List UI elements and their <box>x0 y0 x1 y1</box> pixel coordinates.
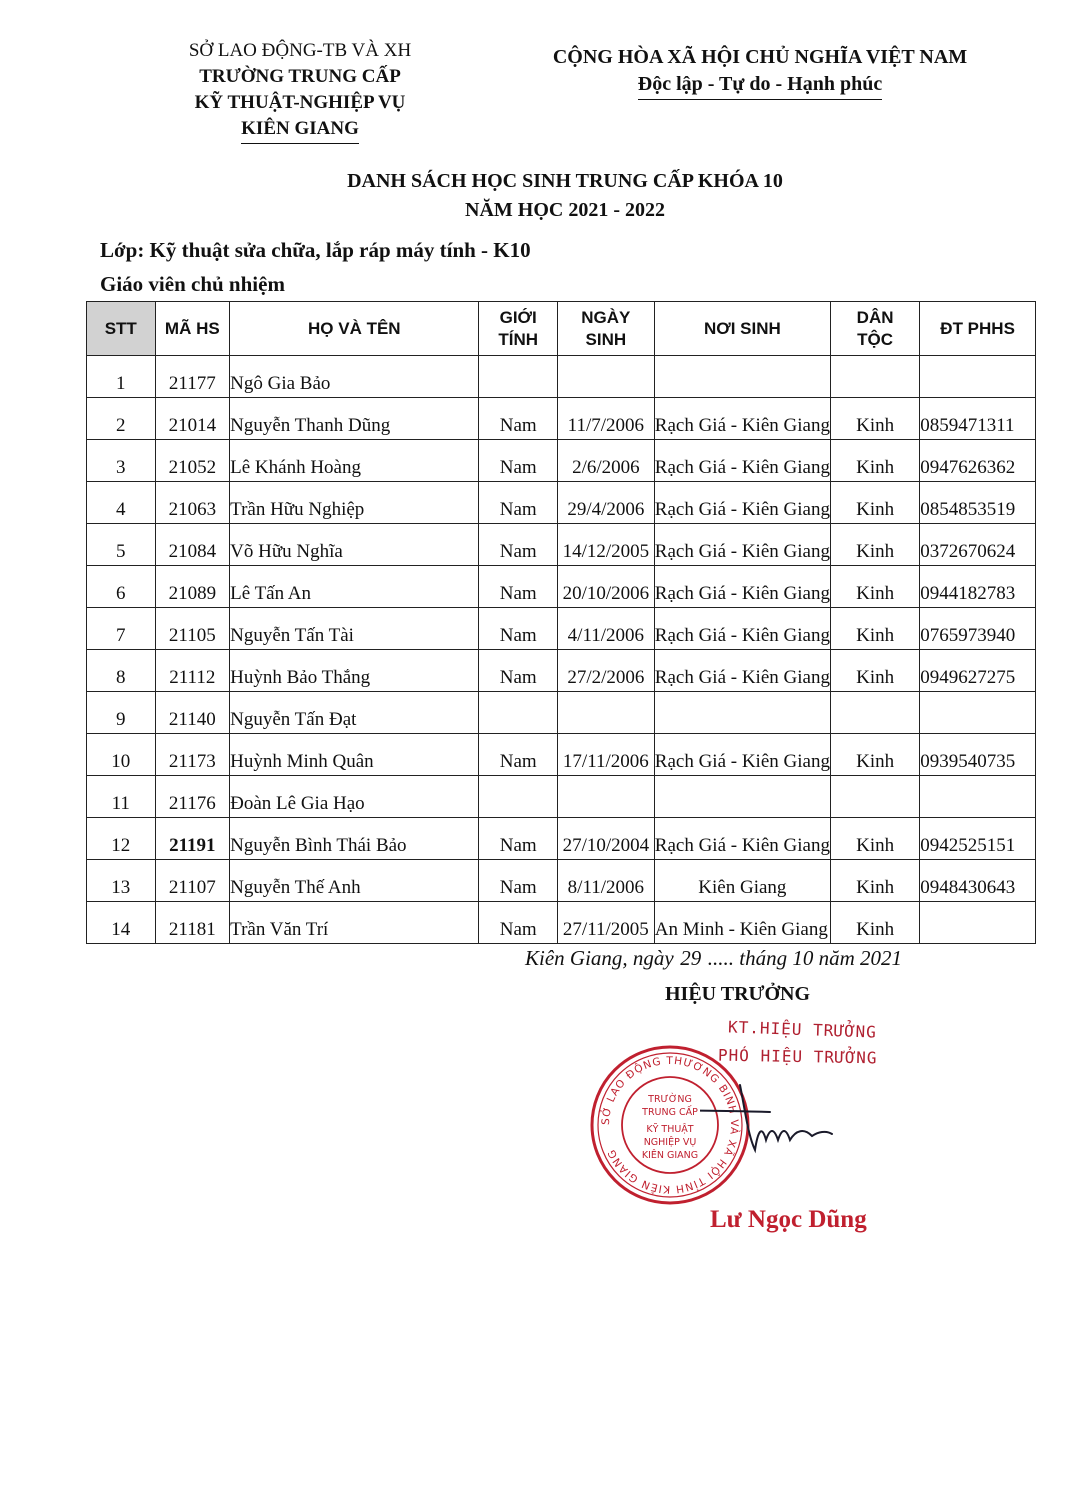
cell-ngay-sinh: 17/11/2006 <box>557 734 654 776</box>
cell-noi-sinh <box>654 692 830 734</box>
cell-dt-phhs <box>920 776 1036 818</box>
national-motto <box>505 44 1015 100</box>
table-row <box>87 902 1036 944</box>
table-row <box>87 776 1036 818</box>
cell-gioi-tinh: Nam <box>479 524 557 566</box>
cell-ngay-sinh <box>557 356 654 398</box>
cell-ma-hs: 21176 <box>155 776 230 818</box>
cell-ngay-sinh: 2/6/2006 <box>557 440 654 482</box>
cell-ngay-sinh: 20/10/2006 <box>557 566 654 608</box>
cell-ho-ten: Nguyễn Thế Anh <box>230 860 479 902</box>
cell-noi-sinh <box>654 776 830 818</box>
cell-stt: 4 <box>87 482 156 524</box>
cell-dan-toc: Kinh <box>830 524 919 566</box>
cell-dan-toc: Kinh <box>830 482 919 524</box>
cell-gioi-tinh: Nam <box>479 902 557 944</box>
cell-ma-hs: 21107 <box>155 860 230 902</box>
header-gioi-tinh-1: GIỚI <box>499 307 537 327</box>
cell-ma-hs: 21105 <box>155 608 230 650</box>
cell-ho-ten: Nguyễn Thanh Dũng <box>230 398 479 440</box>
header-dt-phhs: ĐT PHHS <box>920 302 1036 356</box>
cell-ma-hs: 21112 <box>155 650 230 692</box>
cell-dt-phhs <box>920 902 1036 944</box>
signature-stroke <box>700 1085 832 1150</box>
cell-noi-sinh: Rạch Giá - Kiên Giang <box>654 440 830 482</box>
cell-ho-ten: Ngô Gia Bảo <box>230 356 479 398</box>
cell-gioi-tinh: Nam <box>479 566 557 608</box>
table-row <box>87 818 1036 860</box>
stamp-inner-text-4: NGHIỆP VỤ <box>643 1137 697 1148</box>
cell-ma-hs: 21140 <box>155 692 230 734</box>
table-row <box>87 524 1036 566</box>
table-row <box>87 440 1036 482</box>
header-ho-ten: HỌ VÀ TÊN <box>230 302 479 356</box>
cell-stt: 14 <box>87 902 156 944</box>
cell-noi-sinh: Rạch Giá - Kiên Giang <box>654 650 830 692</box>
cell-ngay-sinh: 11/7/2006 <box>557 398 654 440</box>
header-dan-toc-2: TỘC <box>857 329 894 349</box>
student-table <box>86 301 1036 944</box>
cell-dt-phhs: 0944182783 <box>920 566 1036 608</box>
school-year: NĂM HỌC 2021 - 2022 <box>465 199 665 221</box>
issuing-agency <box>150 38 450 144</box>
cell-ho-ten: Võ Hữu Nghĩa <box>230 524 479 566</box>
cell-stt: 1 <box>87 356 156 398</box>
cell-stt: 10 <box>87 734 156 776</box>
cell-stt: 5 <box>87 524 156 566</box>
cell-dan-toc: Kinh <box>830 734 919 776</box>
table-row <box>87 650 1036 692</box>
cell-noi-sinh: Rạch Giá - Kiên Giang <box>654 398 830 440</box>
cell-stt: 3 <box>87 440 156 482</box>
stamp-outer-textpath: SỞ LAO ĐỘNG THƯƠNG BINH VÀ XÃ HỘI TỈNH KIÊN GIANG <box>599 1054 741 1196</box>
stamp-inner-text-5: KIÊN GIANG <box>641 1150 699 1161</box>
cell-ma-hs: 21063 <box>155 482 230 524</box>
cell-ho-ten: Trần Hữu Nghiệp <box>230 482 479 524</box>
cell-stt: 9 <box>87 692 156 734</box>
table-header-row <box>87 302 1036 356</box>
cell-ho-ten: Nguyễn Tấn Đạt <box>230 692 479 734</box>
table-row <box>87 860 1036 902</box>
agency-line-1: SỞ LAO ĐỘNG-TB VÀ XH <box>188 40 412 61</box>
cell-ma-hs: 21173 <box>155 734 230 776</box>
cell-ho-ten: Nguyễn Bình Thái Bảo <box>230 818 479 860</box>
cell-dt-phhs: 0949627275 <box>920 650 1036 692</box>
table-row <box>87 356 1036 398</box>
cell-dan-toc: Kinh <box>830 860 919 902</box>
header-ngay-sinh-2: SINH <box>585 329 627 349</box>
motto: Độc lập - Tự do - Hạnh phúc <box>638 71 882 100</box>
cell-dan-toc: Kinh <box>830 398 919 440</box>
header-noi-sinh: NƠI SINH <box>654 302 830 356</box>
country-name: CỘNG HÒA XÃ HỘI CHỦ NGHĨA VIỆT NAM <box>552 46 968 68</box>
cell-stt: 8 <box>87 650 156 692</box>
cell-stt: 6 <box>87 566 156 608</box>
header-dan-toc-1: DÂN <box>856 307 894 327</box>
cell-noi-sinh: Rạch Giá - Kiên Giang <box>654 734 830 776</box>
cell-gioi-tinh: Nam <box>479 818 557 860</box>
table-row <box>87 398 1036 440</box>
cell-gioi-tinh: Nam <box>479 608 557 650</box>
deputy-line-1: KT.HIỆU TRƯỞNG <box>727 1017 878 1042</box>
signer-title: HIỆU TRƯỞNG <box>665 983 811 1005</box>
handwritten-signature <box>700 1080 840 1160</box>
cell-dan-toc: Kinh <box>830 608 919 650</box>
cell-ma-hs: 21191 <box>155 818 230 860</box>
cell-noi-sinh: Rạch Giá - Kiên Giang <box>654 482 830 524</box>
cell-dan-toc: Kinh <box>830 440 919 482</box>
agency-line-3: KỸ THUẬT-NGHIỆP VỤ <box>194 92 406 113</box>
cell-ngay-sinh: 29/4/2006 <box>557 482 654 524</box>
cell-noi-sinh: Rạch Giá - Kiên Giang <box>654 524 830 566</box>
cell-noi-sinh: Rạch Giá - Kiên Giang <box>654 608 830 650</box>
table-row <box>87 734 1036 776</box>
cell-dan-toc <box>830 692 919 734</box>
cell-ho-ten: Nguyễn Tấn Tài <box>230 608 479 650</box>
cell-gioi-tinh <box>479 692 557 734</box>
cell-dt-phhs <box>920 692 1036 734</box>
cell-ngay-sinh: 27/10/2004 <box>557 818 654 860</box>
cell-ho-ten: Đoàn Lê Gia Hạo <box>230 776 479 818</box>
header-ma-hs: MÃ HS <box>155 302 230 356</box>
cell-gioi-tinh <box>479 776 557 818</box>
date-day: 29 <box>680 946 702 970</box>
cell-dt-phhs: 0859471311 <box>920 398 1036 440</box>
cell-noi-sinh <box>654 356 830 398</box>
cell-ngay-sinh <box>557 776 654 818</box>
cell-dt-phhs <box>920 356 1036 398</box>
date-line <box>525 946 902 971</box>
stamp-inner-text-1: TRƯỜNG <box>648 1094 692 1105</box>
signer-name: Lư Ngọc Dũng <box>710 1206 867 1233</box>
cell-dt-phhs: 0942525151 <box>920 818 1036 860</box>
cell-stt: 12 <box>87 818 156 860</box>
stamp-inner-text-3: KỸ THUẬT <box>646 1124 694 1135</box>
cell-dt-phhs: 0947626362 <box>920 440 1036 482</box>
cell-noi-sinh: Rạch Giá - Kiên Giang <box>654 818 830 860</box>
cell-gioi-tinh: Nam <box>479 398 557 440</box>
teacher-line: Giáo viên chủ nhiệm <box>100 272 285 296</box>
date-suffix: ..... tháng 10 năm 2021 <box>707 946 902 970</box>
cell-stt: 7 <box>87 608 156 650</box>
cell-ngay-sinh <box>557 692 654 734</box>
cell-ma-hs: 21177 <box>155 356 230 398</box>
table-row <box>87 608 1036 650</box>
stamp-inner-text-2: TRUNG CẤP <box>642 1107 698 1118</box>
cell-dan-toc: Kinh <box>830 818 919 860</box>
header-gioi-tinh <box>479 302 557 356</box>
cell-gioi-tinh: Nam <box>479 440 557 482</box>
table-row <box>87 692 1036 734</box>
cell-ho-ten: Huỳnh Bảo Thắng <box>230 650 479 692</box>
header-ngay-sinh-1: NGÀY <box>581 307 631 327</box>
cell-dan-toc: Kinh <box>830 566 919 608</box>
cell-ma-hs: 21181 <box>155 902 230 944</box>
cell-noi-sinh: Rạch Giá - Kiên Giang <box>654 566 830 608</box>
cell-noi-sinh: An Minh - Kiên Giang <box>654 902 830 944</box>
cell-stt: 13 <box>87 860 156 902</box>
header-ngay-sinh <box>557 302 654 356</box>
cell-dt-phhs: 0372670624 <box>920 524 1036 566</box>
document-title: DANH SÁCH HỌC SINH TRUNG CẤP KHÓA 10 <box>347 170 783 192</box>
date-prefix: Kiên Giang, ngày <box>525 946 674 970</box>
agency-line-2: TRƯỜNG TRUNG CẤP <box>199 66 401 87</box>
table-row <box>87 482 1036 524</box>
header-stt: STT <box>87 302 156 356</box>
cell-gioi-tinh: Nam <box>479 650 557 692</box>
cell-dan-toc <box>830 776 919 818</box>
cell-ngay-sinh: 8/11/2006 <box>557 860 654 902</box>
cell-ma-hs: 21052 <box>155 440 230 482</box>
header-gioi-tinh-2: TÍNH <box>498 329 539 349</box>
cell-stt: 11 <box>87 776 156 818</box>
cell-dt-phhs: 0765973940 <box>920 608 1036 650</box>
agency-line-4: KIÊN GIANG <box>241 116 359 144</box>
cell-ho-ten: Lê Tấn An <box>230 566 479 608</box>
cell-ma-hs: 21084 <box>155 524 230 566</box>
cell-ho-ten: Lê Khánh Hoàng <box>230 440 479 482</box>
cell-ngay-sinh: 14/12/2005 <box>557 524 654 566</box>
cell-ma-hs: 21089 <box>155 566 230 608</box>
cell-ho-ten: Huỳnh Minh Quân <box>230 734 479 776</box>
cell-dan-toc <box>830 356 919 398</box>
cell-gioi-tinh: Nam <box>479 860 557 902</box>
cell-gioi-tinh <box>479 356 557 398</box>
cell-ho-ten: Trần Văn Trí <box>230 902 479 944</box>
cell-ngay-sinh: 27/11/2005 <box>557 902 654 944</box>
deputy-line-2: PHÓ HIỆU TRƯỞNG <box>717 1045 878 1068</box>
header-dan-toc <box>830 302 919 356</box>
cell-dt-phhs: 0948430643 <box>920 860 1036 902</box>
table-row <box>87 566 1036 608</box>
cell-stt: 2 <box>87 398 156 440</box>
cell-ngay-sinh: 27/2/2006 <box>557 650 654 692</box>
cell-dan-toc: Kinh <box>830 902 919 944</box>
cell-dt-phhs: 0939540735 <box>920 734 1036 776</box>
cell-ngay-sinh: 4/11/2006 <box>557 608 654 650</box>
cell-gioi-tinh: Nam <box>479 482 557 524</box>
class-line: Lớp: Kỹ thuật sửa chữa, lắp ráp máy tính - K10 <box>100 238 531 262</box>
cell-dan-toc: Kinh <box>830 650 919 692</box>
cell-dt-phhs: 0854853519 <box>920 482 1036 524</box>
cell-noi-sinh: Kiên Giang <box>654 860 830 902</box>
cell-ma-hs: 21014 <box>155 398 230 440</box>
cell-gioi-tinh: Nam <box>479 734 557 776</box>
